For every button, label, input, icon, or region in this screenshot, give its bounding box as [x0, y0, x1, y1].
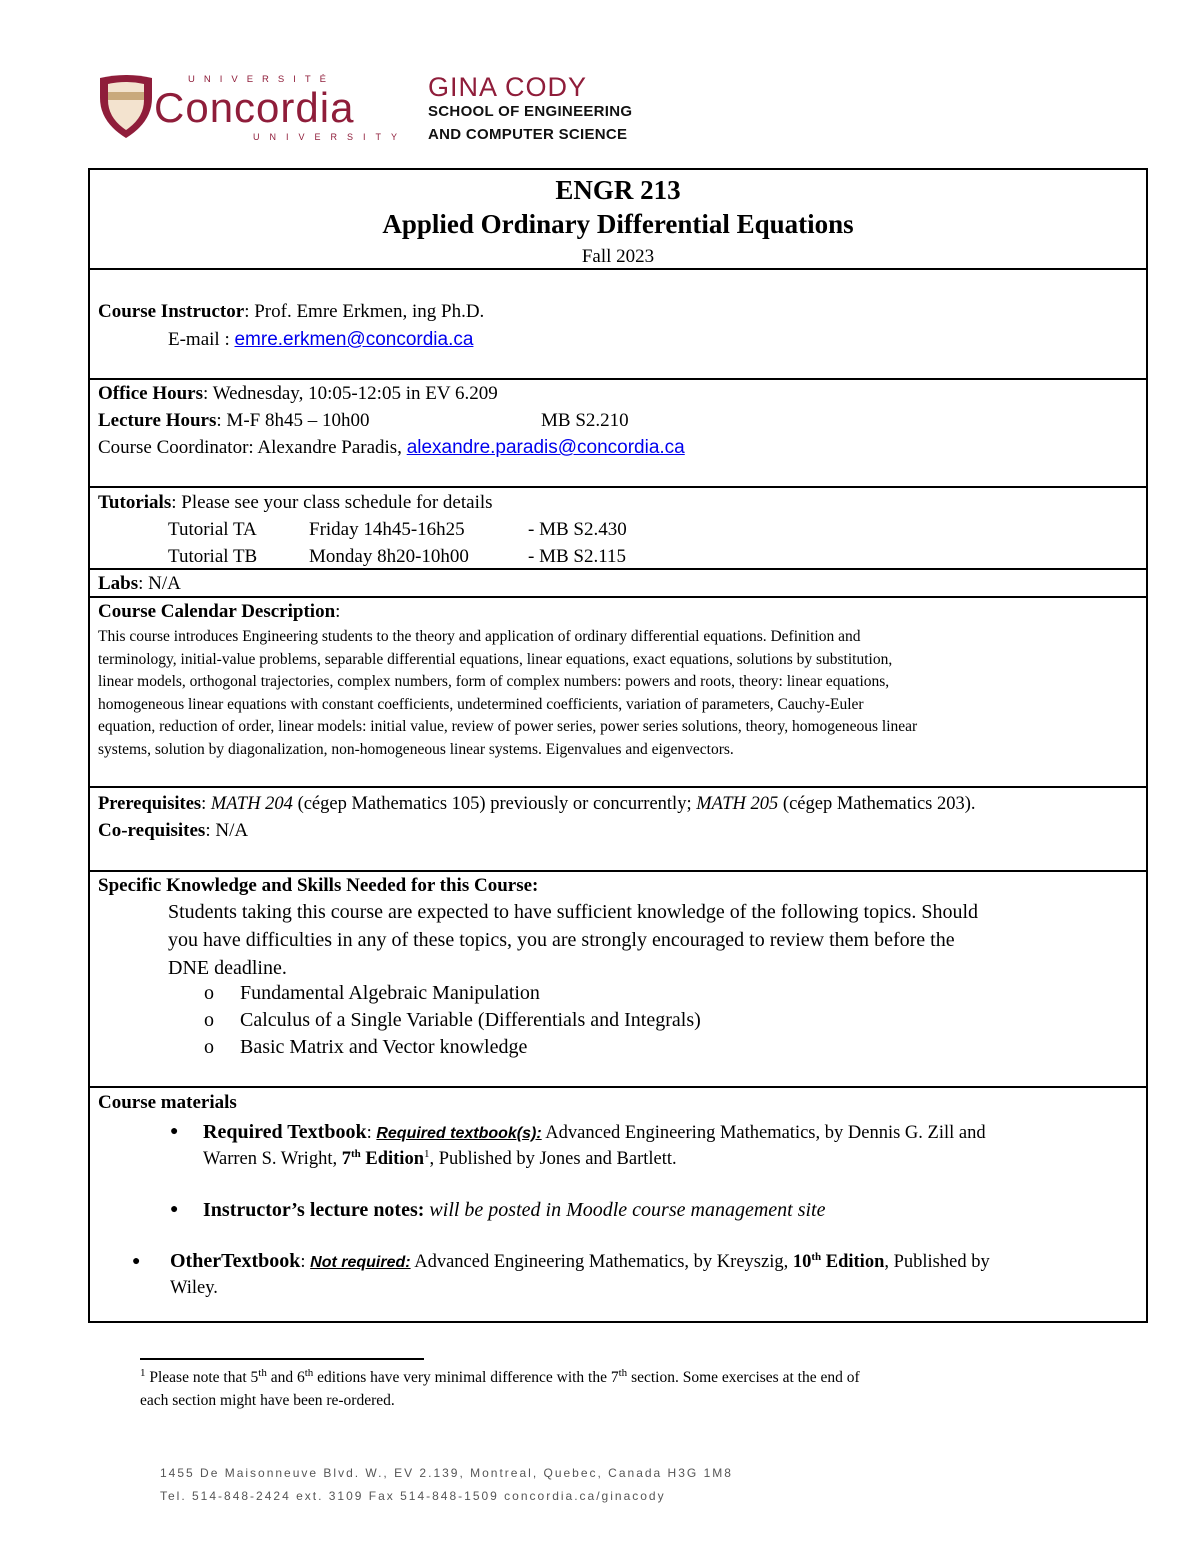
footnote-line — [140, 1367, 860, 1390]
math205: MATH 205 — [696, 794, 779, 814]
footnote-text: editions have very minimal difference with the 7 — [313, 1369, 619, 1386]
footnote-text: Please note that 5 — [145, 1369, 259, 1386]
list-item-text: Fundamental Algebraic Manipulation — [240, 982, 540, 1004]
tutorial-time: Friday 14h45-16h25 — [309, 519, 465, 540]
tutorials-line — [98, 489, 493, 517]
required-text: Advanced Engineering Mathematics, by Dennis G. Zill and — [541, 1123, 986, 1143]
coordinator-email-link[interactable]: alexandre.paradis@concordia.ca — [406, 437, 685, 458]
row-divider — [88, 1086, 1148, 1088]
instructor-label: Course Instructor — [98, 301, 245, 322]
footer-address: 1455 De Maisonneuve Blvd. W., EV 2.139, Montreal, Quebec, Canada H3G 1M8 — [160, 1466, 733, 1480]
list-bullet: o — [204, 982, 214, 1004]
lecture-room: MB S2.210 — [541, 410, 629, 431]
edition-number: 10 — [792, 1252, 812, 1272]
tutorial-room: - MB S2.430 — [528, 519, 627, 540]
prerequisites-line — [98, 790, 976, 818]
other-label: OtherTextbook — [170, 1250, 301, 1272]
university-name: Concordia — [154, 84, 355, 131]
skills-line: you have difficulties in any of these topics, you are strongly encouraged to review them before the — [168, 929, 955, 951]
prereq-label: Prerequisites — [98, 794, 202, 814]
university-top-text: UNIVERSITÉ — [188, 74, 336, 85]
calendar-line: equation, reduction of order, linear models: initial value, review of power series, power series solutions, theory, homogeneous linear — [98, 718, 918, 735]
office-hours-label: Office Hours — [98, 383, 204, 404]
required-text: , Published by Jones and Bartlett. — [429, 1149, 677, 1169]
tutorial-name: Tutorial TB — [168, 546, 258, 567]
lecture-hours-label: Lecture Hours — [98, 410, 217, 431]
other-text: , Published by — [884, 1252, 990, 1272]
footnote-separator — [140, 1358, 424, 1360]
other-textbook-line — [170, 1247, 990, 1277]
other-tag: Not required: — [310, 1254, 411, 1271]
required-label: Required Textbook — [203, 1121, 367, 1143]
required-tag: Required textbook(s): — [376, 1125, 542, 1142]
skills-list — [204, 980, 701, 1061]
edition-suffix: th — [350, 1147, 361, 1160]
instructor-line — [98, 298, 484, 326]
required-text: Warren S. Wright, — [203, 1149, 342, 1169]
coreq-value: : N/A — [205, 820, 249, 841]
footnote-ref: 1 — [423, 1147, 430, 1160]
labs-line — [98, 570, 181, 598]
lecture-notes-line — [203, 1196, 825, 1224]
notes-label: Instructor’s lecture notes: — [203, 1199, 425, 1221]
calendar-heading — [98, 598, 340, 626]
course-code: ENGR 213 — [555, 175, 681, 205]
other-text: Advanced Engineering Mathematics, by Kreyszig, — [410, 1252, 793, 1272]
coordinator-line — [98, 434, 685, 462]
row-divider — [88, 786, 1148, 788]
calendar-line: linear models, orthogonal trajectories, complex numbers, form of complex numbers: powers and roots, theory: linear equations, — [98, 673, 890, 690]
skills-heading: Specific Knowledge and Skills Needed for this Course: — [98, 875, 539, 896]
materials-heading: Course materials — [98, 1092, 237, 1113]
required-textbook-line2 — [203, 1145, 677, 1173]
course-title: Applied Ordinary Differential Equations — [382, 209, 854, 239]
calendar-description — [98, 626, 1143, 761]
tutorial-room: - MB S2.115 — [528, 546, 627, 567]
prereq-text: : — [201, 794, 211, 814]
edition-suffix: th — [811, 1250, 822, 1263]
lecture-hours-line — [98, 407, 369, 435]
other-colon: : — [300, 1252, 311, 1272]
list-item-text: Basic Matrix and Vector knowledge — [240, 1036, 528, 1058]
calendar-line: This course introduces Engineering students to the theory and application of ordinary differential equations. Definition and — [98, 628, 861, 645]
skills-intro — [168, 898, 978, 982]
calendar-colon: : — [335, 601, 341, 622]
skills-line: Students taking this course are expected to have sufficient knowledge of the following topics. Should — [168, 901, 979, 923]
school-line2: AND COMPUTER SCIENCE — [428, 126, 628, 143]
coreq-label: Co-requisites — [98, 820, 206, 841]
prereq-text: (cégep Mathematics 105) previously or concurrently; — [292, 794, 697, 814]
list-item-text: Calculus of a Single Variable (Differentials and Integrals) — [240, 1009, 701, 1031]
course-term: Fall 2023 — [581, 246, 655, 267]
required-textbook-line — [203, 1118, 986, 1148]
labs-value: : N/A — [138, 573, 181, 594]
row-divider — [88, 486, 1148, 488]
email-label: E-mail : — [168, 329, 235, 350]
footnote-text: and 6 — [266, 1369, 305, 1386]
notes-text: will be posted in Moodle course management site — [424, 1199, 826, 1221]
list-item — [204, 980, 701, 1007]
calendar-line: homogeneous linear equations with constant coefficients, undetermined coefficients, variation of parameters, Cauchy-Euler — [98, 695, 864, 713]
footer-contact: Tel. 514-848-2424 ext. 3109 Fax 514-848-1509 concordia.ca/ginacody — [160, 1489, 666, 1503]
school-line1: SCHOOL OF ENGINEERING — [428, 103, 633, 120]
school-logo — [428, 74, 632, 146]
footnote-sup: th — [304, 1366, 314, 1379]
lecture-hours-value: : M-F 8h45 – 10h00 — [216, 410, 370, 431]
bullet-icon: ● — [170, 1202, 179, 1217]
footnote-line: each section might have been re-ordered. — [140, 1391, 395, 1409]
university-bottom-text: UNIVERSITY — [253, 132, 408, 142]
tutorials-label: Tutorials — [98, 492, 172, 513]
skills-line: DNE deadline. — [168, 957, 287, 979]
concordia-shield-icon — [96, 72, 154, 140]
concordia-logo — [96, 70, 408, 150]
office-hours-line — [98, 380, 498, 408]
instructor-value: : Prof. Emre Erkmen, ing Ph.D. — [244, 301, 485, 322]
calendar-label: Course Calendar Description — [98, 601, 336, 622]
footnote-number: 1 — [140, 1366, 146, 1379]
labs-label: Labs — [98, 573, 139, 594]
list-bullet: o — [204, 1036, 214, 1058]
list-item — [204, 1007, 701, 1034]
calendar-line: systems, solution by diagonalization, non-homogeneous linear systems. Eigenvalues and eigenvectors. — [98, 740, 734, 758]
list-bullet: o — [204, 1009, 214, 1031]
instructor-email-link[interactable]: emre.erkmen@concordia.ca — [234, 329, 474, 350]
tutorial-time: Monday 8h20-10h00 — [309, 546, 469, 567]
office-hours-value: : Wednesday, 10:05-12:05 in EV 6.209 — [203, 383, 498, 404]
calendar-line: terminology, initial-value problems, separable differential equations, linear equations, exact equations, solutions by substitution, — [98, 650, 893, 668]
math204: MATH 204 — [210, 794, 293, 814]
edition-number: 7 — [341, 1149, 351, 1169]
edition-word: Edition — [821, 1252, 885, 1272]
coreq-line — [98, 817, 248, 845]
tutorials-value: : Please see your class schedule for details — [171, 492, 493, 513]
coordinator-label: Course Coordinator: Alexandre Paradis, — [98, 437, 407, 458]
footnote — [140, 1367, 860, 1412]
tutorial-name: Tutorial TA — [168, 519, 257, 540]
instructor-email-line — [168, 326, 473, 354]
footnote-text: section. Some exercises at the end of — [627, 1369, 860, 1386]
bullet-icon: ● — [132, 1254, 141, 1269]
footnote-sup: th — [258, 1366, 267, 1379]
edition-word: Edition — [360, 1149, 424, 1169]
school-name: GINA CODY — [428, 72, 588, 102]
required-colon: : — [366, 1123, 377, 1143]
list-item — [204, 1034, 701, 1061]
bullet-icon: ● — [170, 1124, 179, 1139]
other-textbook-line2: Wiley. — [170, 1278, 218, 1298]
prereq-text: (cégep Mathematics 203). — [778, 794, 976, 814]
footnote-sup: th — [618, 1366, 628, 1379]
